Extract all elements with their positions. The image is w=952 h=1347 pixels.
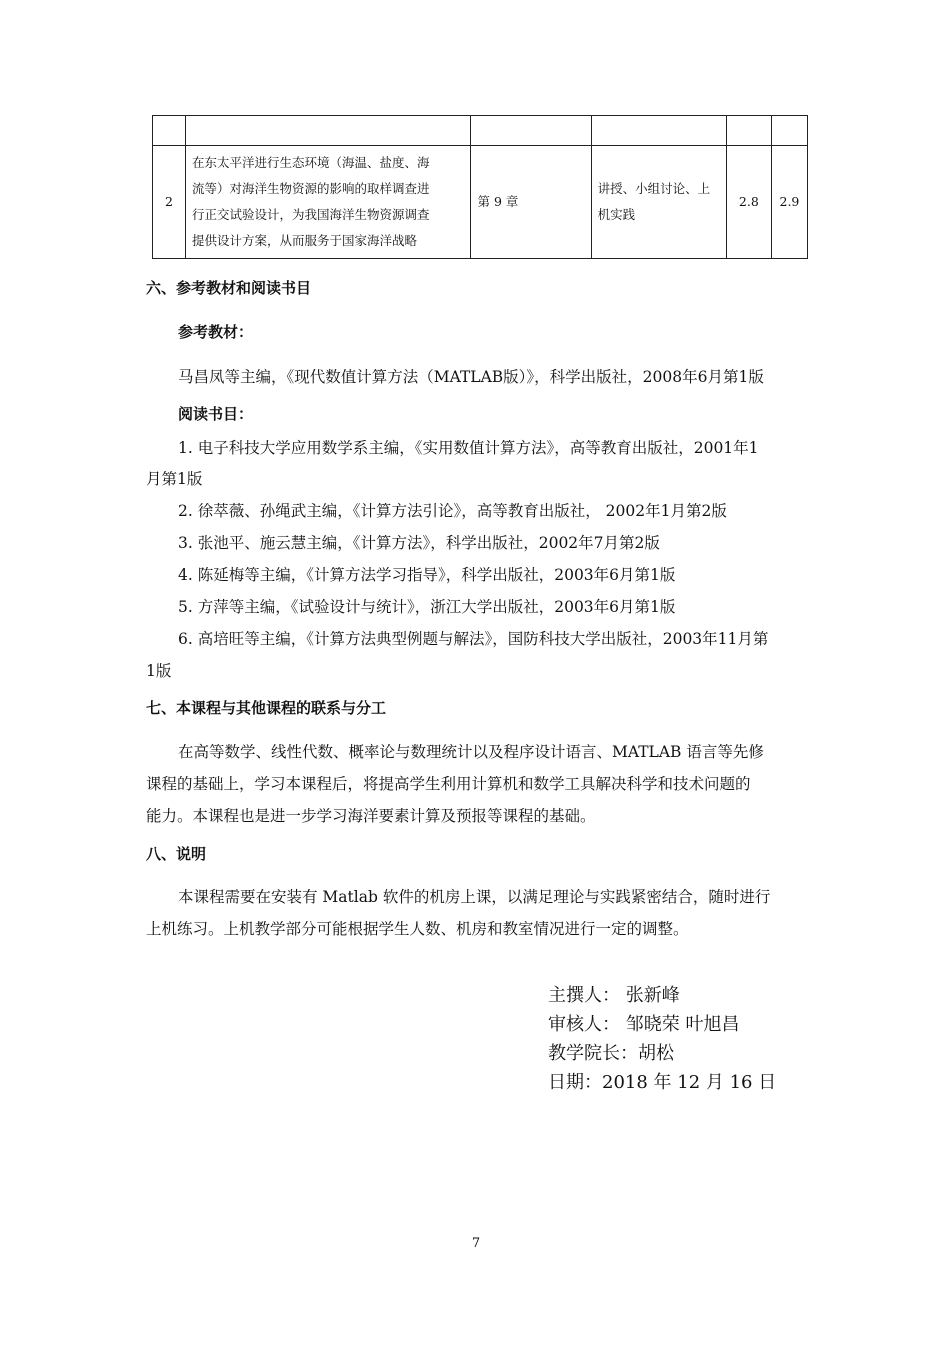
chapter-cell: 第 9 章: [471, 146, 591, 259]
reading-item-1: 1. 电子科技大学应用数学系主编，《实用数值计算方法》，高等教育出版社，2001年1: [178, 439, 759, 457]
signature-dean: 教学院长：胡松: [548, 1043, 674, 1064]
section7-paragraph-line: 能力。本课程也是进一步学习海洋要素计算及预报等课程的基础。: [146, 807, 596, 825]
section7-paragraph-line: 课程的基础上，学习本课程后，将提高学生利用计算机和数学工具解决科学和技术问题的: [146, 775, 751, 793]
section8-paragraph-line: 上机练习。上机教学部分可能根据学生人数、机房和教室情况进行一定的调整。: [146, 920, 689, 938]
textbook-entry: 马昌凤等主编，《现代数值计算方法（MATLAB版）》，科学出版社，2008年6月第1版: [178, 368, 764, 386]
section7-paragraph-line: 在高等数学、线性代数、概率论与数理统计以及程序设计语言、MATLAB 语言等先修: [178, 743, 764, 761]
table-row: [153, 116, 808, 146]
course-objectives-table: [152, 115, 808, 259]
signature-author: 主撰人： 张新峰: [548, 985, 680, 1006]
table-row: [153, 146, 808, 259]
reading-item-2: 2. 徐萃薇、孙绳武主编，《计算方法引论》，高等教育出版社， 2002年1月第2版: [178, 502, 727, 520]
reading-list-label: 阅读书目：: [178, 405, 254, 423]
page-number: 7: [471, 1236, 481, 1251]
section-heading-7: 七、本课程与其他课程的联系与分工: [146, 699, 387, 717]
textbook-label: 参考教材：: [178, 323, 254, 341]
reading-item-1-cont: 月第1版: [146, 470, 203, 488]
reading-item-5: 5. 方萍等主编，《试验设计与统计》，浙江大学出版社，2003年6月第1版: [178, 598, 676, 616]
signature-date: 日期：2018 年 12 月 16 日: [548, 1072, 777, 1093]
section8-paragraph-line: 本课程需要在安装有 Matlab 软件的机房上课，以满足理论与实践紧密结合，随时进行: [178, 888, 771, 906]
reading-item-6-cont: 1版: [146, 662, 172, 680]
section-heading-8: 八、说明: [146, 845, 207, 863]
value-cell-1: 2.8: [726, 146, 771, 259]
reading-item-3: 3. 张池平、施云慧主编，《计算方法》，科学出版社，2002年7月第2版: [178, 534, 660, 552]
reading-item-4: 4. 陈延梅等主编，《计算方法学习指导》，科学出版社，2003年6月第1版: [178, 566, 676, 584]
objective-description: 在东太平洋进行生态环境（海温、盐度、海 流等）对海洋生物资源的影响的取样调查进 行正交试验设计，为我国海洋生物资源调查 提供设计方案，从而服务于国家海洋战略: [186, 146, 471, 259]
row-number: 2: [153, 146, 186, 259]
teaching-method: 讲授、小组讨论、上 机实践: [591, 146, 726, 259]
value-cell-2: 2.9: [771, 146, 807, 259]
section-heading-6: 六、参考教材和阅读书目: [146, 279, 312, 297]
signature-reviewer: 审核人： 邹晓荣 叶旭昌: [548, 1014, 740, 1035]
reading-item-6: 6. 高培旺等主编，《计算方法典型例题与解法》，国防科技大学出版社，2003年11月第: [178, 630, 769, 648]
